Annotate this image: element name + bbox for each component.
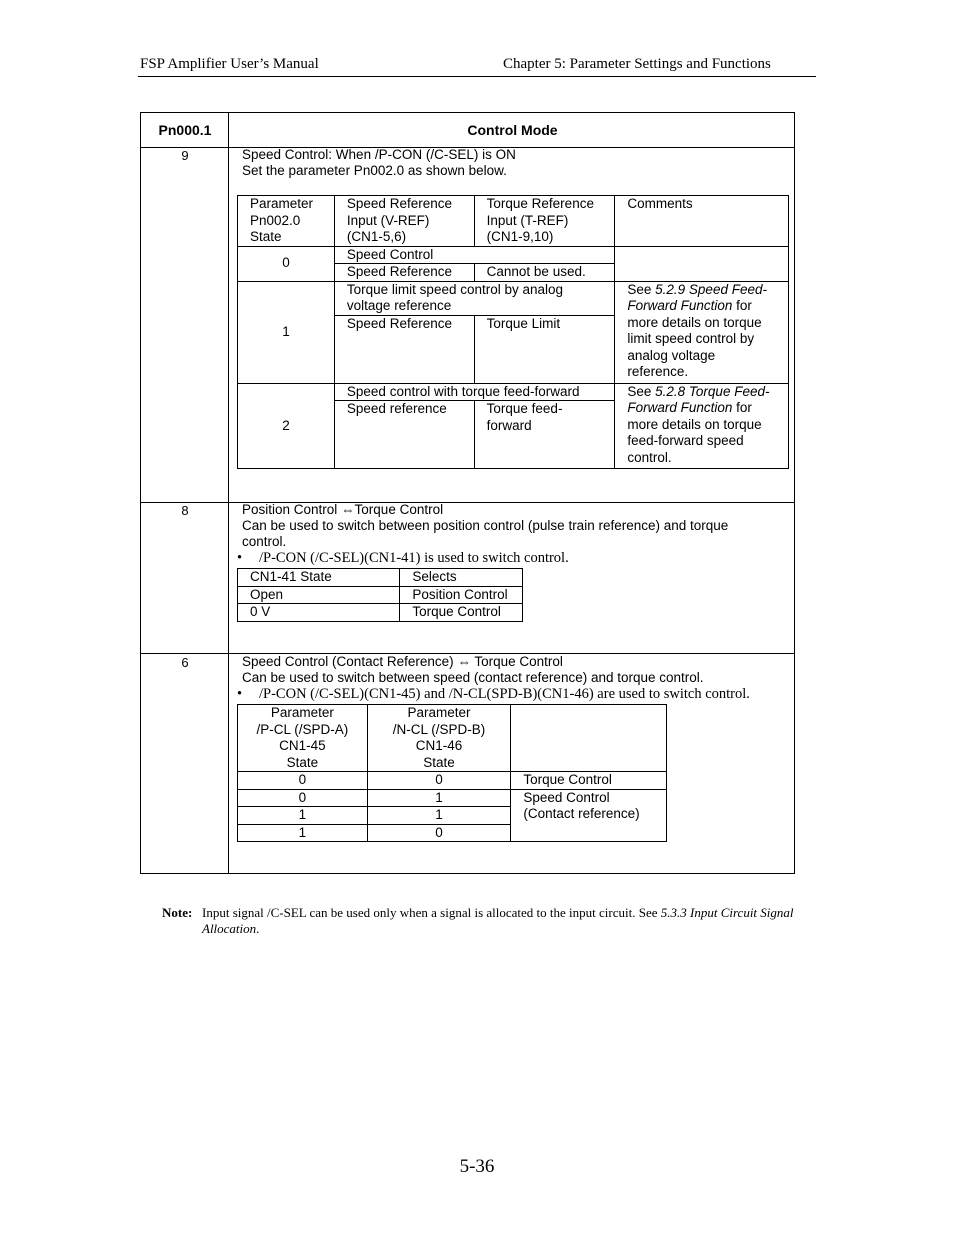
torque-ref-cell: Cannot be used.	[474, 264, 615, 282]
row-divider	[141, 502, 794, 503]
ncl-value: 1	[367, 789, 511, 807]
header-mode-empty	[511, 705, 667, 772]
state-open: Open	[238, 586, 400, 604]
comment-torque-feedforward: See 5.2.8 Torque Feed- Forward Function for more details on torque feed-forward speed control.	[615, 383, 789, 469]
state-0: 0	[238, 246, 335, 281]
header-speed-reference: Speed Reference Input (V-REF) (CN1-5,6)	[334, 196, 474, 247]
header-ncl-state: Parameter /N-CL (/SPD-B) CN1-46 State	[367, 705, 511, 772]
ncl-value: 0	[367, 772, 511, 790]
header-comments: Comments	[615, 196, 789, 247]
note-label: Note:	[162, 905, 193, 920]
header-torque-reference: Torque Reference Input (T-REF) (CN1-9,10)	[474, 196, 615, 247]
mode-torque-limit: Torque limit speed control by analog voltage reference	[334, 281, 614, 315]
ncl-value: 0	[367, 824, 511, 842]
selects-torque: Torque Control	[400, 604, 523, 622]
pcl-value: 0	[238, 772, 368, 790]
mode-speed-control: Speed Control	[334, 246, 614, 264]
ncl-value: 1	[367, 807, 511, 825]
row-code-8: 8	[181, 503, 189, 518]
mode-torque-feedforward: Speed control with torque feed-forward	[334, 383, 614, 401]
row-code-6: 6	[181, 655, 189, 670]
row6-bullet: • /P-CON (/C-SEL)(CN1-45) and /N-CL(SPD-B)(CN1-46) are used to switch control.	[237, 686, 750, 702]
pn002-state-table	[237, 195, 789, 469]
pcl-ncl-state-table	[237, 704, 667, 842]
row6-title: Speed Control (Contact Reference) ⇔ Torque Control	[242, 654, 563, 669]
selects-position: Position Control	[400, 586, 523, 604]
page-number: 5-36	[459, 1156, 495, 1177]
row8-title: Position Control ⇔Torque Control	[242, 502, 444, 517]
state-2: 2	[238, 383, 335, 469]
cn1-41-state-table	[237, 568, 523, 622]
row6-description: Can be used to switch between speed (contact reference) and torque control.	[242, 670, 704, 685]
speed-ref-cell: Speed Reference	[334, 315, 474, 383]
speed-ref-cell: Speed reference	[334, 401, 474, 469]
row9-instruction: Set the parameter Pn002.0 as shown below.	[242, 163, 507, 178]
pcl-value: 0	[238, 789, 368, 807]
row8-description: Can be used to switch between position control (pulse train reference) and torque	[242, 518, 729, 533]
torque-limit-cell: Torque Limit	[474, 315, 615, 383]
state-0v: 0 V	[238, 604, 400, 622]
header-parameter: Parameter Pn002.0 State	[238, 196, 335, 247]
mode-speed-contact: Speed Control (Contact reference)	[511, 789, 667, 842]
row8-bullet: • /P-CON (/C-SEL)(CN1-41) is used to switch control.	[237, 550, 569, 566]
state-1: 1	[238, 281, 335, 383]
manual-title: FSP Amplifier User’s Manual	[140, 56, 319, 72]
row9-title: Speed Control: When /P-CON (/C-SEL) is ON	[242, 147, 516, 162]
parameter-table	[140, 112, 795, 874]
speed-ref-cell: Speed Reference	[334, 264, 474, 282]
row-code-9: 9	[181, 148, 189, 163]
pcl-value: 1	[238, 824, 368, 842]
note	[162, 905, 822, 945]
control-mode-header: Control Mode	[467, 122, 558, 138]
comment-speed-feedforward: See 5.2.9 Speed Feed- Forward Function for more details on torque limit speed control by analog voltage reference.	[615, 281, 789, 383]
header-cn1-41-state: CN1-41 State	[238, 569, 400, 587]
header-selects: Selects	[400, 569, 523, 587]
header-rule	[138, 76, 816, 77]
column-divider	[228, 113, 229, 873]
comment-empty	[615, 246, 789, 281]
parameter-header: Pn000.1	[158, 122, 212, 138]
chapter-title: Chapter 5: Parameter Settings and Functions	[503, 56, 771, 72]
note-text: Input signal /C-SEL can be used only when a signal is allocated to the input circuit. See 5.3.3 Input Circuit Signal Allocation.	[202, 905, 794, 936]
row8-description-cont: control.	[242, 534, 287, 549]
torque-feedforward-cell: Torque feed- forward	[474, 401, 615, 469]
pcl-value: 1	[238, 807, 368, 825]
mode-torque-control: Torque Control	[511, 772, 667, 790]
header-pcl-state: Parameter /P-CL (/SPD-A) CN1-45 State	[238, 705, 368, 772]
